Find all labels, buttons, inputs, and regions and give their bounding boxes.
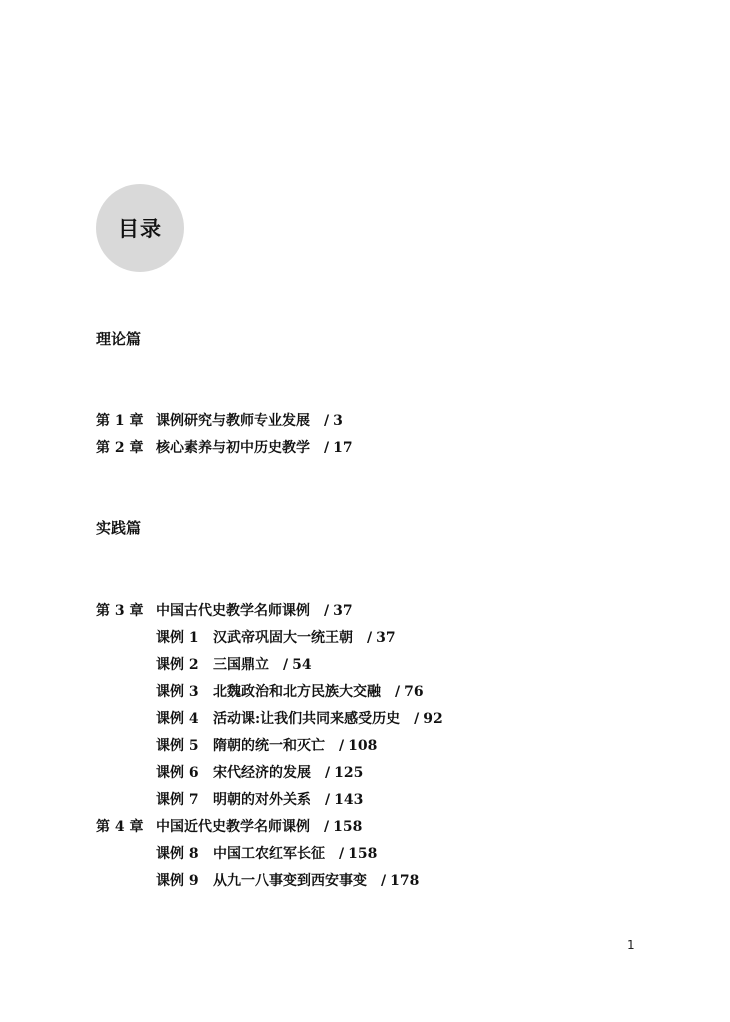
chapter-number: 第 4 章	[96, 819, 144, 835]
page-separator: /	[339, 738, 345, 754]
toc-lesson-entry	[96, 706, 656, 733]
page-separator: /	[339, 846, 345, 862]
page-separator: /	[381, 873, 387, 889]
page-separator: /	[325, 765, 331, 781]
toc-chapter-entry	[96, 408, 656, 435]
page-title: 目录	[118, 217, 162, 241]
lesson-number: 课例 3	[156, 684, 199, 700]
entry-title: 中国工农红军长征	[213, 846, 325, 862]
entry-page-number: 17	[333, 440, 353, 456]
entry-page-number: 54	[292, 657, 312, 673]
toc-lesson-entry	[96, 679, 656, 706]
lesson-number: 课例 7	[156, 792, 199, 808]
entry-title: 三国鼎立	[213, 657, 269, 673]
toc-lesson-entry	[96, 841, 656, 868]
page-number: 1	[627, 938, 635, 952]
section-heading-practice: 实践篇	[96, 519, 142, 537]
lesson-number: 课例 4	[156, 711, 199, 727]
toc-chapter-entry	[96, 814, 656, 841]
lesson-number: 课例 1	[156, 630, 199, 646]
entry-title: 核心素养与初中历史教学	[156, 440, 310, 456]
entry-page-number: 143	[334, 792, 364, 808]
entry-title: 中国近代史教学名师课例	[156, 819, 310, 835]
page-separator: /	[324, 440, 330, 456]
entry-title: 活动课:让我们共同来感受历史	[213, 711, 401, 727]
entry-page-number: 92	[423, 711, 443, 727]
toc-lesson-entry	[96, 625, 656, 652]
chapter-number: 第 3 章	[96, 603, 144, 619]
entry-page-number: 108	[348, 738, 378, 754]
entry-title: 明朝的对外关系	[213, 792, 311, 808]
entry-page-number: 158	[333, 819, 363, 835]
page-separator: /	[367, 630, 373, 646]
page-separator: /	[414, 711, 420, 727]
toc-lesson-entry	[96, 787, 656, 814]
lesson-number: 课例 9	[156, 873, 199, 889]
entry-title: 从九一八事变到西安事变	[213, 873, 367, 889]
entry-title: 课例研究与教师专业发展	[156, 413, 310, 429]
page-separator: /	[395, 684, 401, 700]
toc-lesson-entry	[96, 868, 656, 895]
entry-title: 宋代经济的发展	[213, 765, 311, 781]
toc-chapter-entry	[96, 435, 656, 462]
entry-page-number: 178	[390, 873, 420, 889]
entry-title: 中国古代史教学名师课例	[156, 603, 310, 619]
toc-lesson-entry	[96, 733, 656, 760]
entry-title: 北魏政治和北方民族大交融	[213, 684, 381, 700]
entry-page-number: 76	[404, 684, 424, 700]
lesson-number: 课例 6	[156, 765, 199, 781]
entry-page-number: 37	[333, 603, 353, 619]
chapter-number: 第 2 章	[96, 440, 144, 456]
page-separator: /	[324, 819, 330, 835]
page-separator: /	[324, 413, 330, 429]
toc-list-practice	[96, 598, 656, 895]
section-heading-theory: 理论篇	[96, 330, 142, 348]
toc-lesson-entry	[96, 760, 656, 787]
entry-page-number: 158	[348, 846, 378, 862]
lesson-number: 课例 5	[156, 738, 199, 754]
toc-lesson-entry	[96, 652, 656, 679]
entry-title: 隋朝的统一和灭亡	[213, 738, 325, 754]
entry-title: 汉武帝巩固大一统王朝	[213, 630, 353, 646]
lesson-number: 课例 8	[156, 846, 199, 862]
page-separator: /	[283, 657, 289, 673]
page-separator: /	[325, 792, 331, 808]
entry-page-number: 37	[376, 630, 396, 646]
toc-list-theory	[96, 408, 656, 462]
lesson-number: 课例 2	[156, 657, 199, 673]
toc-chapter-entry	[96, 598, 656, 625]
entry-page-number: 3	[333, 413, 343, 429]
title-circle-badge	[96, 184, 184, 272]
page-separator: /	[324, 603, 330, 619]
entry-page-number: 125	[334, 765, 364, 781]
chapter-number: 第 1 章	[96, 413, 144, 429]
